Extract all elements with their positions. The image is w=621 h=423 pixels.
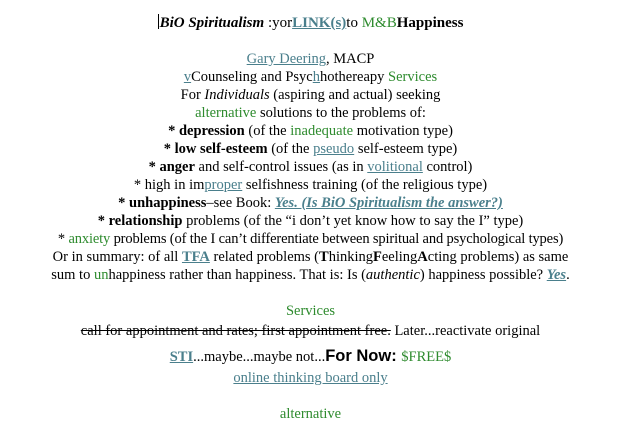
title-bio-spiritualism: BiO Spiritualism bbox=[159, 15, 265, 31]
f-letter: F bbox=[373, 249, 382, 265]
bullet-star: * bbox=[163, 141, 175, 157]
problem-pre: (of the bbox=[244, 123, 291, 139]
yes-link[interactable]: Yes bbox=[546, 267, 567, 283]
pseudo-link[interactable]: pseudo bbox=[313, 141, 355, 157]
problem-title: unhappiness bbox=[129, 195, 207, 211]
problem-anxiety bbox=[0, 230, 621, 248]
v-link[interactable]: v bbox=[183, 69, 192, 85]
problem-pre: * high in im bbox=[133, 177, 205, 193]
board-line bbox=[0, 369, 621, 387]
title-mb: M&B bbox=[361, 15, 397, 31]
summary-mid: related problems ( bbox=[209, 249, 320, 265]
title-yor: :yor bbox=[264, 15, 293, 31]
alternative-word: alternative bbox=[195, 105, 257, 121]
problem-post: problems (of the “i don’t yet know how to say the I” type) bbox=[182, 213, 524, 229]
alternative-line bbox=[0, 104, 621, 122]
text-cursor bbox=[158, 14, 159, 29]
individuals-post: (aspiring and actual) seeking bbox=[269, 87, 441, 103]
services-heading: Services bbox=[285, 303, 336, 319]
alternative-rest: solutions to the problems of: bbox=[256, 105, 426, 121]
problem-title: low self-esteem bbox=[174, 141, 268, 157]
problem-green: inadequate bbox=[290, 123, 354, 139]
appointment-rest: Later...reactivate original bbox=[390, 323, 541, 339]
individuals-line bbox=[0, 86, 621, 104]
problem-anger bbox=[0, 158, 621, 176]
un-prefix: un bbox=[93, 267, 109, 283]
cting: cting bbox=[427, 249, 457, 265]
problem-title: relationship bbox=[108, 213, 183, 229]
individuals-italic: Individuals bbox=[204, 87, 270, 103]
problem-title: depression bbox=[178, 123, 245, 139]
title-line bbox=[0, 14, 621, 32]
services-word: Services bbox=[388, 69, 438, 85]
proper-link[interactable]: proper bbox=[204, 177, 243, 193]
problem-pre: –see Book: bbox=[206, 195, 275, 211]
bottom-alternative: alternative bbox=[279, 406, 342, 422]
hotherapy-text: hothereapy bbox=[319, 69, 389, 85]
title-links-link[interactable]: LINK(s) bbox=[292, 15, 347, 31]
summary-line2-post: ) happiness possible? bbox=[419, 267, 547, 283]
problem-relationship bbox=[0, 212, 621, 230]
free-price: $FREE$ bbox=[401, 349, 452, 365]
sti-link[interactable]: STI bbox=[169, 349, 194, 365]
eeling: eeling bbox=[381, 249, 418, 265]
summary-line-1 bbox=[0, 248, 621, 266]
bullet-star: * bbox=[168, 123, 179, 139]
problem-pre: (of the bbox=[267, 141, 314, 157]
problem-self-esteem bbox=[0, 140, 621, 158]
author-suffix: , MACP bbox=[325, 51, 375, 67]
title-to: to bbox=[346, 15, 362, 31]
bullet-star: * bbox=[97, 213, 109, 229]
appointment-line bbox=[0, 322, 621, 340]
bullet-star: * bbox=[118, 195, 129, 211]
problem-depression bbox=[0, 122, 621, 140]
h-link[interactable]: h bbox=[312, 69, 320, 85]
problem-unhappiness bbox=[0, 194, 621, 212]
problem-post: motivation type) bbox=[353, 123, 453, 139]
sti-line bbox=[0, 347, 621, 366]
problem-selfishness bbox=[0, 176, 621, 194]
author-line bbox=[0, 50, 621, 68]
bullet-star: * bbox=[148, 159, 160, 175]
summary-period: . bbox=[566, 267, 570, 283]
problem-post: control) bbox=[422, 159, 473, 175]
problem-post: selfishness training (of the religious type) bbox=[242, 177, 488, 193]
counseling-line bbox=[0, 68, 621, 86]
online-board-link[interactable]: online thinking board only bbox=[233, 370, 388, 386]
t-letter: T bbox=[319, 249, 329, 265]
appointment-struck: call for appointment and rates; first appointment free. bbox=[80, 323, 391, 339]
summary-line2-pre: sum to bbox=[51, 267, 94, 283]
individuals-pre: For bbox=[180, 87, 205, 103]
bullet-star: * bbox=[57, 231, 69, 247]
counseling-text: Counseling and Psyc bbox=[191, 69, 313, 85]
sti-maybe: ...maybe...maybe not... bbox=[193, 349, 326, 365]
problem-title: anger bbox=[159, 159, 195, 175]
summary-line2-mid: happiness rather than happiness. That is: Is ( bbox=[108, 267, 366, 283]
book-link[interactable]: Yes. (Is BiO Spiritualism the answer?) bbox=[274, 195, 503, 211]
hinking: hinking bbox=[328, 249, 373, 265]
volitional-link[interactable]: volitional bbox=[367, 159, 423, 175]
authentic-word: authentic bbox=[365, 267, 420, 283]
title-happiness: Happiness bbox=[396, 15, 464, 31]
summary-line-2 bbox=[0, 266, 621, 284]
summary-post: problems) as same bbox=[456, 249, 569, 265]
problem-post: problems (of the I can’t differentiate between spiritual and psychological types) bbox=[110, 231, 564, 247]
problem-pre: and self-control issues (as in bbox=[194, 159, 368, 175]
anxiety-word: anxiety bbox=[68, 231, 111, 247]
tfa-link[interactable]: TFA bbox=[181, 249, 210, 265]
problem-post: self-esteem type) bbox=[354, 141, 458, 157]
for-now-label: For Now: bbox=[325, 347, 402, 365]
a-letter: A bbox=[417, 249, 428, 265]
author-name-link[interactable]: Gary Deering bbox=[246, 51, 326, 67]
summary-pre: Or in summary: of all bbox=[52, 249, 182, 265]
